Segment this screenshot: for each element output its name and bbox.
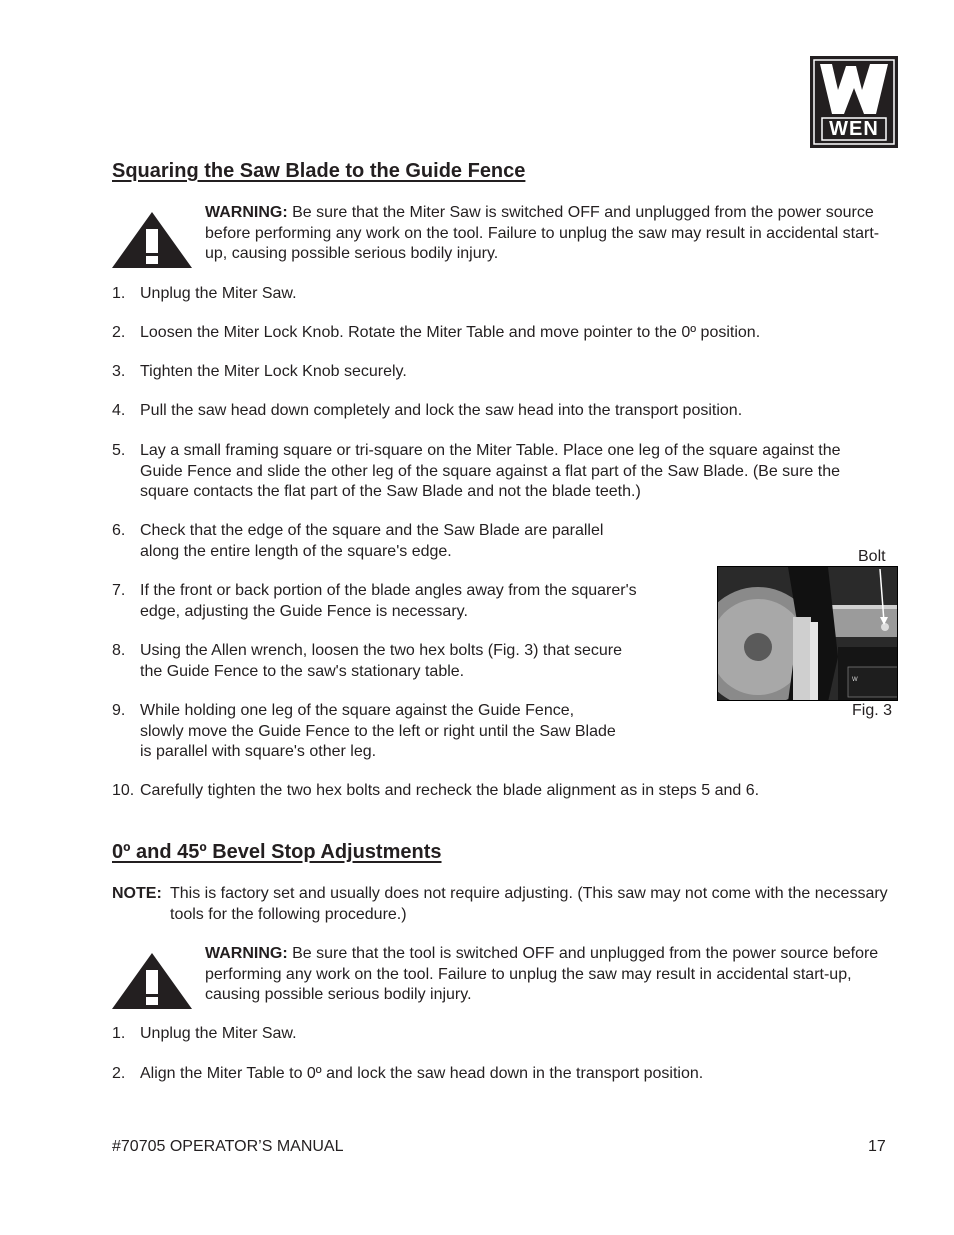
wen-logo xyxy=(810,56,898,148)
step-number: 3. xyxy=(112,363,126,380)
note-text: This is factory set and usually does not require adjusting. (This saw may not come with the necessary tools for the following procedure.) xyxy=(170,885,888,923)
warning-text xyxy=(205,944,895,1006)
saw-photo xyxy=(717,566,898,701)
step-text: Loosen the Miter Lock Knob. Rotate the Miter Table and move pointer to the 0º position. xyxy=(140,324,761,341)
warning-body: Be sure that the Miter Saw is switched OFF and unplugged from the power source before performing any work on the tool. Failure to unplug the saw may result in accidental start-up, causing possible serious bodily injury. xyxy=(205,204,880,263)
step-number: 10. xyxy=(112,782,135,799)
warning-icon xyxy=(112,946,192,1021)
step-text: Carefully tighten the two hex bolts and recheck the blade alignment as in steps 5 and 6. xyxy=(140,782,760,799)
step-text: If the front or back portion of the blade angles away from the squarer's edge, adjusting the Guide Fence is necessary. xyxy=(140,582,637,620)
step-text: Unplug the Miter Saw. xyxy=(140,285,297,302)
section-title: Squaring the Saw Blade to the Guide Fence xyxy=(112,160,526,182)
logo-text: WEN xyxy=(829,118,879,140)
step-number: 7. xyxy=(112,582,126,599)
bolt-callout: Bolt xyxy=(858,548,886,565)
step-number: 9. xyxy=(112,702,126,719)
step-number: 6. xyxy=(112,522,126,539)
step-text: While holding one leg of the square against the Guide Fence, slowly move the Guide Fence to the left or right until the Saw Blade is parallel with square's other leg. xyxy=(140,702,616,761)
step-number: 8. xyxy=(112,642,126,659)
figure-caption: Fig. 3 xyxy=(852,702,893,719)
warning-body: Be sure that the tool is switched OFF and unplugged from the power source before performing any work on the tool. Failure to unplug the saw may result in accidental start-up, causing possible serious bodily injury. xyxy=(205,945,879,1004)
step-number: 2. xyxy=(112,1065,126,1082)
warning-icon xyxy=(112,205,192,280)
step-text: Check that the edge of the square and the Saw Blade are parallel along the entire length of the square's edge. xyxy=(140,522,604,560)
section-title: 0º and 45º Bevel Stop Adjustments xyxy=(112,841,442,863)
step-text: Unplug the Miter Saw. xyxy=(140,1025,297,1042)
step-number: 4. xyxy=(112,402,126,419)
warning-text xyxy=(205,203,895,265)
footer-manual: #70705 OPERATOR’S MANUAL xyxy=(112,1138,344,1155)
note-label: NOTE: xyxy=(112,885,162,902)
step-number: 1. xyxy=(112,1025,126,1042)
step-number: 5. xyxy=(112,442,126,459)
svg-text:W: W xyxy=(852,677,858,683)
page-number: 17 xyxy=(868,1138,886,1155)
step-text: Align the Miter Table to 0º and lock the saw head down in the transport position. xyxy=(140,1065,704,1082)
step-text: Lay a small framing square or tri-square on the Miter Table. Place one leg of the square against the Guide Fence and slide the other leg of the square against a flat part of the Saw Blade. (Be sure the square contacts the flat part of the Saw Blade and not the blade teeth.) xyxy=(140,442,841,501)
step-text: Tighten the Miter Lock Knob securely. xyxy=(140,363,407,380)
step-number: 2. xyxy=(112,324,126,341)
warning-label: WARNING: xyxy=(205,945,288,962)
step-text: Pull the saw head down completely and lock the saw head into the transport position. xyxy=(140,402,743,419)
warning-label: WARNING: xyxy=(205,204,288,221)
step-text: Using the Allen wrench, loosen the two hex bolts (Fig. 3) that secure the Guide Fence to the saw's stationary table. xyxy=(140,642,623,680)
step-number: 1. xyxy=(112,285,126,302)
